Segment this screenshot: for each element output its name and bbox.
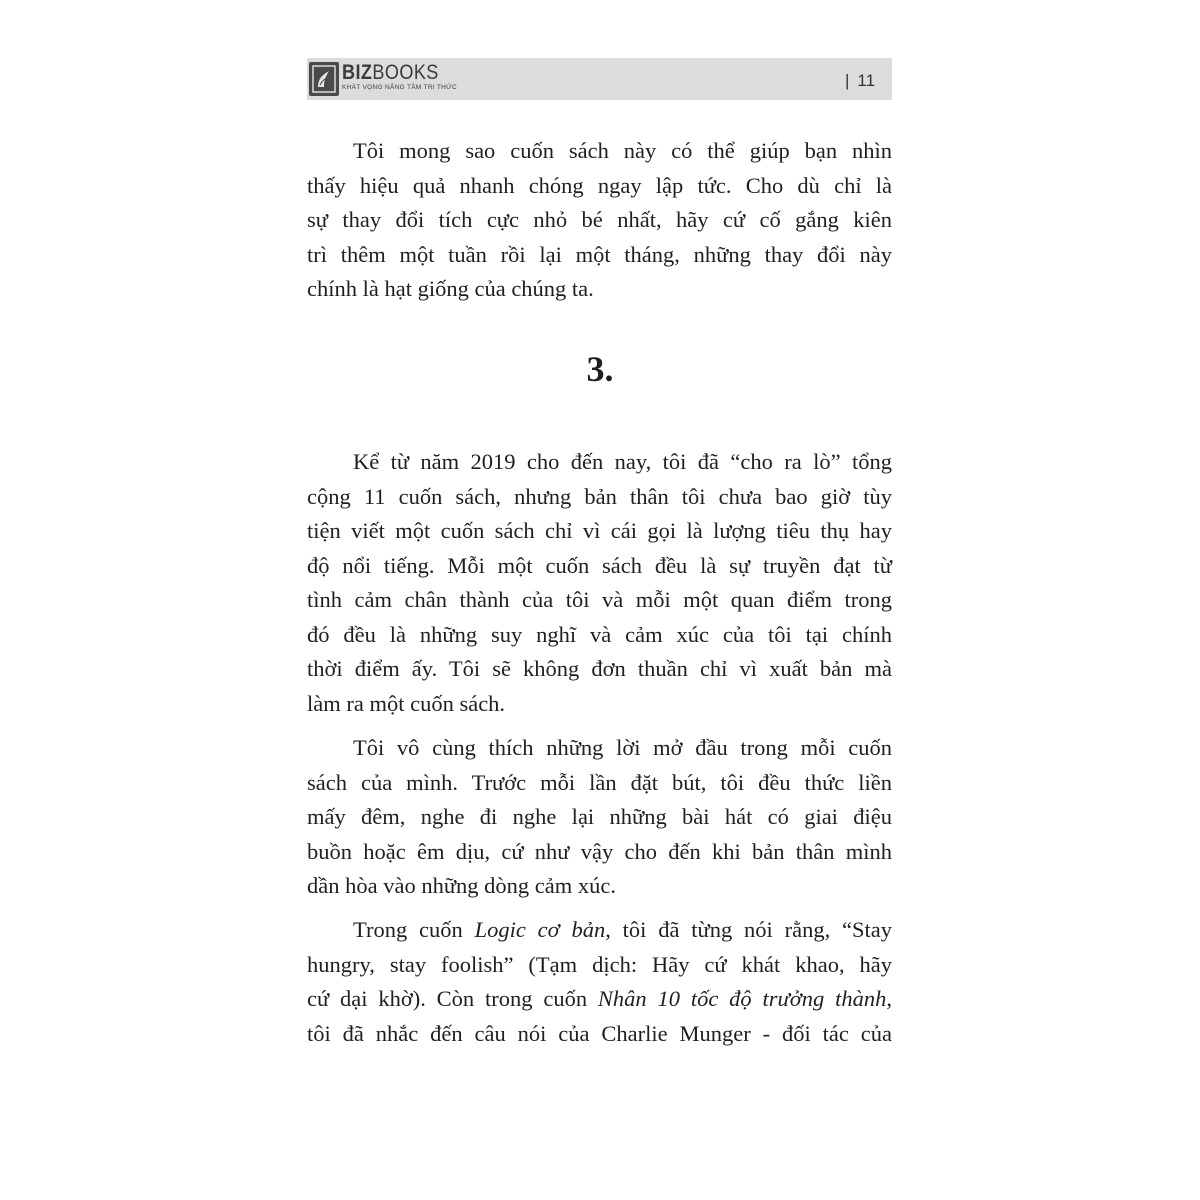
text-line: Tôi vô cùng thích những lời mở đầu trong mỗi cuốn xyxy=(353,735,892,760)
text-run: , xyxy=(886,986,892,1011)
text-line: thấy hiệu quả nhanh chóng ngay lập tức. Cho dù chỉ là xyxy=(307,172,892,198)
text-line: tiện viết một cuốn sách chỉ vì cái gọi là lượng tiêu thụ hay xyxy=(307,518,892,543)
text-line: tôi đã nhắc đến câu nói của Charlie Munger - đối tác của xyxy=(307,1020,892,1046)
text-line: dần hòa vào những dòng cảm xúc. xyxy=(307,873,616,898)
text-line: Kể từ năm 2019 cho đến nay, tôi đã “cho ra lò” tổng xyxy=(353,449,892,474)
brand-name-bold: BIZ xyxy=(342,61,373,84)
brand-name-light: BOOKS xyxy=(372,61,439,84)
text-line: mấy đêm, nghe đi nghe lại những bài hát có giai điệu xyxy=(307,804,892,829)
paragraph-2 xyxy=(307,445,892,721)
text-line: chính là hạt giống của chúng ta. xyxy=(307,276,594,301)
text-line: sự thay đổi tích cực nhỏ bé nhất, hãy cứ cố gắng kiên xyxy=(307,207,892,232)
text-line: hungry, stay foolish” (Tạm dịch: Hãy cứ khát khao, hãy xyxy=(307,951,892,977)
text-line: làm ra một cuốn sách. xyxy=(307,690,506,716)
brand-tagline: KHÁT VỌNG NÂNG TẦM TRI THỨC xyxy=(342,84,458,91)
section-heading: 3. xyxy=(586,349,614,389)
page-separator: | xyxy=(845,71,850,90)
paragraph-1 xyxy=(307,134,892,307)
text-line: độ nổi tiếng. Mỗi một cuốn sách đều là sự truyền đạt từ xyxy=(307,552,892,578)
paragraph-3 xyxy=(307,731,892,904)
brand-wordmark xyxy=(342,62,457,92)
book-title: Logic cơ bản xyxy=(474,917,606,942)
text-line xyxy=(307,913,892,948)
text-line: sách của mình. Trước mỗi lần đặt bút, tôi đều thức liền xyxy=(307,769,892,795)
text-line: thời điểm ấy. Tôi sẽ không đơn thuần chỉ vì xuất bản mà xyxy=(307,656,892,681)
page-number xyxy=(845,71,875,91)
text-line: đó đều là những suy nghĩ và cảm xúc của tôi tại chính xyxy=(307,621,892,647)
book-title: Nhân 10 tốc độ trưởng thành xyxy=(597,986,887,1011)
page-number-value: 11 xyxy=(857,71,876,90)
text-line: cộng 11 cuốn sách, nhưng bản thân tôi chưa bao giờ tùy xyxy=(307,483,892,509)
text-line: buồn hoặc êm dịu, cứ như vậy cho đến khi bản thân mình xyxy=(307,838,892,864)
text-line: trì thêm một tuần rồi lại một tháng, những thay đổi này xyxy=(307,241,892,267)
text-line: Tôi mong sao cuốn sách này có thể giúp bạn nhìn xyxy=(353,138,892,163)
text-run: cứ dại khờ). Còn trong cuốn xyxy=(307,986,598,1011)
paragraph-4 xyxy=(307,913,892,1051)
text-line: tình cảm chân thành của tôi và mỗi một quan điểm trong xyxy=(307,587,892,612)
bizbooks-logo-icon xyxy=(309,62,339,96)
text-line xyxy=(307,982,892,1017)
text-run: Trong cuốn xyxy=(353,917,475,942)
text-run: , tôi đã từng nói rằng, “Stay xyxy=(605,917,893,942)
